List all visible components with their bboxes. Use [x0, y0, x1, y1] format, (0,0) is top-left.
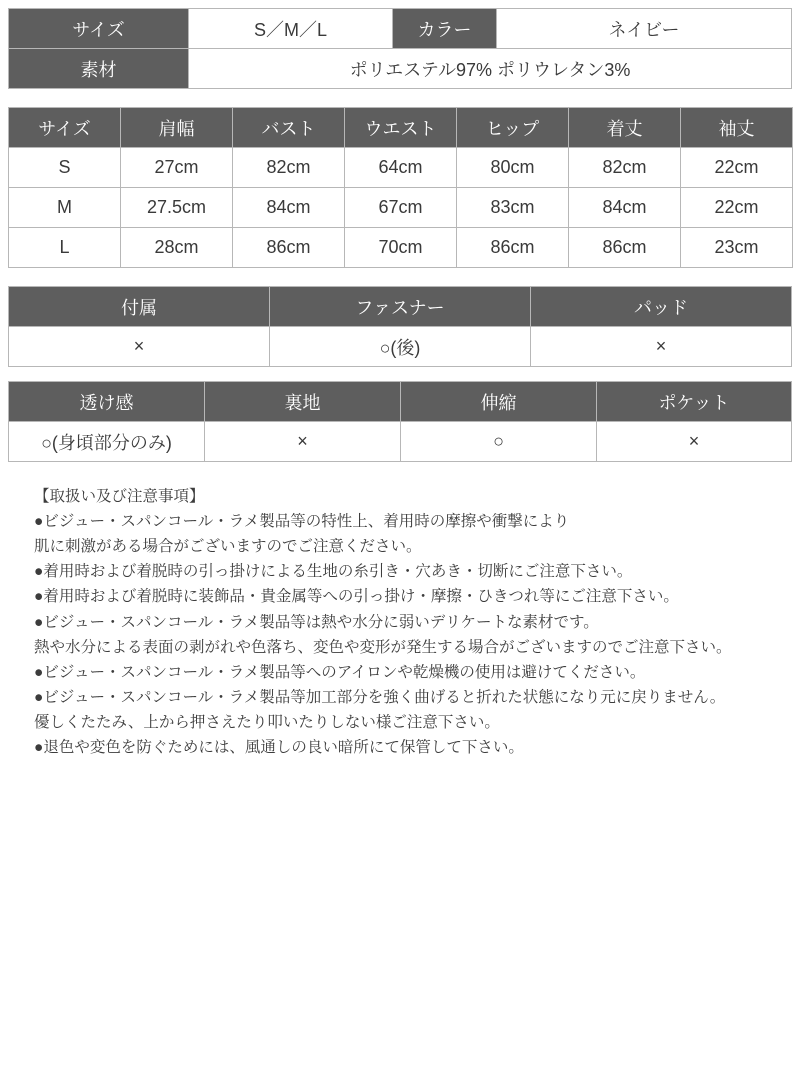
size-cell: 67cm: [345, 188, 457, 228]
size-cell: 70cm: [345, 228, 457, 268]
size-cell: 86cm: [569, 228, 681, 268]
detail2-header-2: 伸縮: [401, 382, 597, 422]
detail1-value-0: ×: [9, 327, 270, 367]
spacer: [8, 367, 792, 381]
table-row: [9, 148, 793, 188]
detail1-header-1: ファスナー: [270, 287, 531, 327]
table-header-row: [9, 382, 792, 422]
size-cell: 82cm: [569, 148, 681, 188]
size-cell: 82cm: [233, 148, 345, 188]
size-cell: L: [9, 228, 121, 268]
table-row: [9, 228, 793, 268]
size-header-5: 着丈: [569, 108, 681, 148]
spec-label-size: サイズ: [9, 9, 189, 49]
care-note-line: ●退色や変色を防ぐためには、風通しの良い暗所にて保管して下さい。: [34, 739, 524, 757]
table-row: [9, 9, 792, 49]
detail2-header-3: ポケット: [597, 382, 792, 422]
care-note-line: ●着用時および着脱時に装飾品・貴金属等への引っ掛け・摩擦・ひきつれ等にご注意下さい。: [34, 588, 679, 606]
spec-table: [8, 8, 792, 89]
detail1-header-2: パッド: [531, 287, 792, 327]
size-cell: 23cm: [681, 228, 793, 268]
size-header-1: 肩幅: [121, 108, 233, 148]
care-notes-title: 【取扱い及び注意事項】: [34, 488, 205, 505]
table-row: [9, 49, 792, 89]
size-header-6: 袖丈: [681, 108, 793, 148]
size-header-4: ヒップ: [457, 108, 569, 148]
size-cell: 86cm: [233, 228, 345, 268]
detail-table-properties: [8, 381, 792, 462]
detail-table-attachments: [8, 286, 792, 367]
detail2-value-2: ○: [401, 422, 597, 462]
care-note-line: 肌に刺激がある場合がございますのでご注意ください。: [34, 538, 422, 556]
size-table: [8, 107, 793, 268]
table-row: [9, 188, 793, 228]
size-cell: 22cm: [681, 188, 793, 228]
size-cell: 22cm: [681, 148, 793, 188]
spec-label-color: カラー: [393, 9, 497, 49]
care-notes: [8, 484, 792, 760]
size-header-0: サイズ: [9, 108, 121, 148]
size-header-2: バスト: [233, 108, 345, 148]
detail2-value-3: ×: [597, 422, 792, 462]
care-note-line: 優しくたたみ、上から押さえたり叩いたりしない様ご注意下さい。: [34, 713, 500, 731]
care-note-line: ●ビジュー・スパンコール・ラメ製品等は熱や水分に弱いデリケートな素材です。: [34, 613, 599, 631]
detail2-header-0: 透け感: [9, 382, 205, 422]
size-cell: S: [9, 148, 121, 188]
table-row: [9, 327, 792, 367]
size-cell: 27cm: [121, 148, 233, 188]
detail1-header-0: 付属: [9, 287, 270, 327]
care-note-line: 熱や水分による表面の剥がれや色落ち、変色や変形が発生する場合がございますのでご注意下さい。: [34, 638, 732, 656]
size-cell: 83cm: [457, 188, 569, 228]
size-header-3: ウエスト: [345, 108, 457, 148]
size-cell: 64cm: [345, 148, 457, 188]
spec-value-color: ネイビー: [497, 9, 792, 49]
table-header-row: [9, 287, 792, 327]
size-cell: 84cm: [233, 188, 345, 228]
table-row: [9, 422, 792, 462]
size-cell: 27.5cm: [121, 188, 233, 228]
spec-value-material: ポリエステル97% ポリウレタン3%: [189, 49, 792, 89]
spacer: [8, 268, 792, 286]
care-note-line: ●着用時および着脱時の引っ掛けによる生地の糸引き・穴あき・切断にご注意下さい。: [34, 563, 633, 581]
detail1-value-1: ○(後): [270, 327, 531, 367]
spacer: [8, 89, 792, 107]
detail1-value-2: ×: [531, 327, 792, 367]
care-note-line: ●ビジュー・スパンコール・ラメ製品等加工部分を強く曲げると折れた状態になり元に戻りません。: [34, 688, 726, 706]
detail2-value-0: ○(身頃部分のみ): [9, 422, 205, 462]
spec-label-material: 素材: [9, 49, 189, 89]
size-cell: 84cm: [569, 188, 681, 228]
detail2-header-1: 裏地: [205, 382, 401, 422]
care-note-line: ●ビジュー・スパンコール・ラメ製品等の特性上、着用時の摩擦や衝撃により: [34, 513, 570, 531]
size-cell: 28cm: [121, 228, 233, 268]
spec-value-size: S／M／L: [189, 9, 393, 49]
size-cell: 80cm: [457, 148, 569, 188]
size-cell: 86cm: [457, 228, 569, 268]
size-cell: M: [9, 188, 121, 228]
detail2-value-1: ×: [205, 422, 401, 462]
table-header-row: [9, 108, 793, 148]
care-note-line: ●ビジュー・スパンコール・ラメ製品等へのアイロンや乾燥機の使用は避けてください。: [34, 663, 646, 681]
